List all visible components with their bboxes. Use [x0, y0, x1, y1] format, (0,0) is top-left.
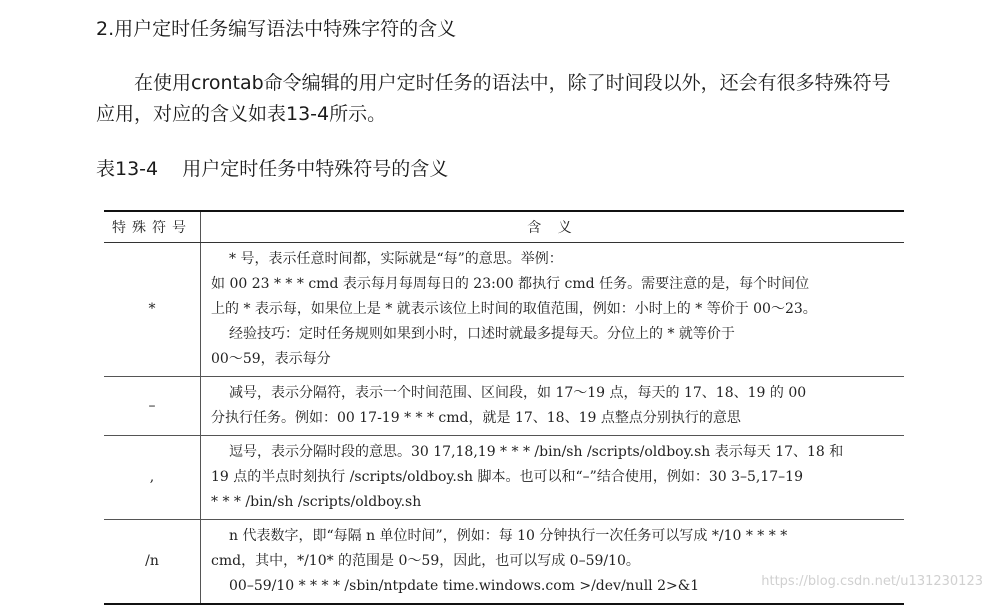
meaning-line: 如 00 23 * * * cmd 表示每月每周每日的 23:00 都执行 cmd 任务。需要注意的是，每个时间位	[211, 276, 810, 292]
symbol-cell: ,	[104, 436, 201, 520]
table-row-asterisk	[104, 243, 904, 377]
meaning-line: 逗号，表示分隔时段的意思。30 17,18,19 * * * /bin/sh /scripts/oldboy.sh 表示每天 17、18 和	[229, 444, 844, 460]
meaning-line: 分执行任务。例如：00 17-19 * * * cmd，就是 17、18、19 点整点分别执行的意思	[211, 410, 741, 426]
meaning-line: cmd，其中，*/10* 的范围是 0～59，因此，也可以写成 0–59/10。	[211, 553, 640, 569]
header-meaning: 含 义	[201, 211, 905, 243]
meaning-cell	[201, 520, 905, 605]
table-caption: 表13-4 用户定时任务中特殊符号的含义	[96, 158, 449, 180]
table-header-row	[104, 211, 904, 243]
meaning-line: 上的 * 表示每，如果位上是 * 就表示该位上时间的取值范围，例如：小时上的 * 等价于 00～23。	[211, 301, 817, 317]
table-row-comma	[104, 436, 904, 520]
meaning-line: 19 点的半点时刻执行 /scripts/oldboy.sh 脚本。也可以和“–”结合使用，例如：30 3–5,17–19	[211, 469, 803, 485]
meaning-line: * * * /bin/sh /scripts/oldboy.sh	[211, 494, 422, 510]
symbol-cell: /n	[104, 520, 201, 605]
meaning-cell	[201, 243, 905, 377]
meaning-line: 减号，表示分隔符，表示一个时间范围、区间段，如 17～19 点，每天的 17、18、19 的 00	[229, 385, 807, 401]
symbol-cell: –	[104, 377, 201, 436]
intro-paragraph: 在使用crontab命令编辑的用户定时任务的语法中，除了时间段以外，还会有很多特殊符号应用，对应的含义如表13-4所示。	[96, 72, 891, 125]
watermark-text: https://blog.csdn.net/u131230123	[761, 574, 983, 589]
special-symbols-table	[104, 210, 904, 605]
meaning-cell	[201, 377, 905, 436]
table-row-minus	[104, 377, 904, 436]
symbol-cell: *	[104, 243, 201, 377]
meaning-line: * 号，表示任意时间都，实际就是“每”的意思。举例：	[229, 251, 563, 267]
table-row-slash-n	[104, 520, 904, 605]
meaning-line: 经验技巧：定时任务规则如果到小时，口述时就最多提每天。分位上的 * 就等价于	[229, 326, 735, 342]
meaning-line: 00～59，表示每分	[211, 351, 331, 367]
meaning-line: n 代表数字，即“每隔 n 单位时间”，例如：每 10 分钟执行一次任务可以写成 */10 * * * *	[229, 528, 788, 544]
meaning-line: 00–59/10 * * * * /sbin/ntpdate time.windows.com >/dev/null 2>&1	[229, 578, 700, 594]
section-heading: 2.用户定时任务编写语法中特殊字符的含义	[96, 18, 457, 40]
header-symbol: 特殊符号	[104, 211, 201, 243]
meaning-cell	[201, 436, 905, 520]
